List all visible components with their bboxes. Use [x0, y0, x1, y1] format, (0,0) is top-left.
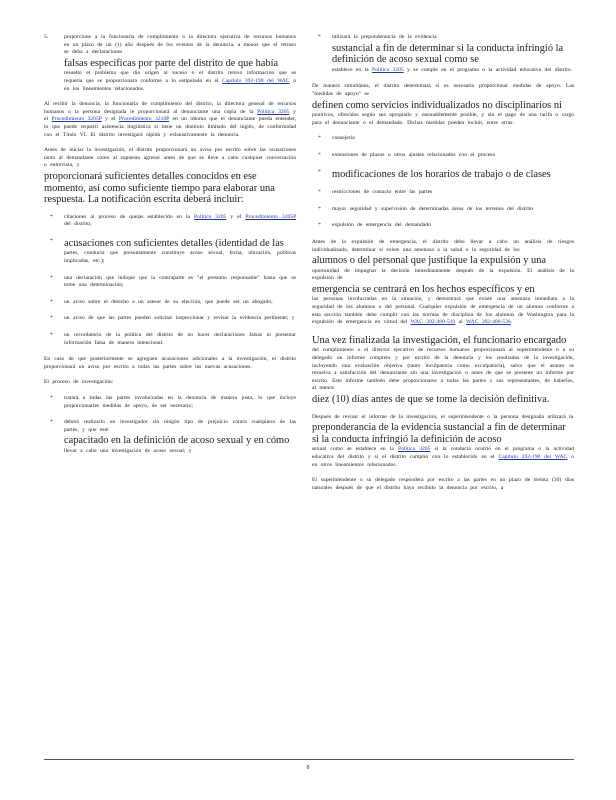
procedure-3205p-link[interactable]: Procedimiento 3205P — [245, 213, 297, 220]
bullet-mark: * — [318, 151, 321, 158]
list-item — [44, 419, 296, 455]
item-text-large: falsas específicas por parte del distrito de que había — [64, 57, 279, 69]
list-item-text: un aviso de que las partes pueden solicitar inspeccionar y revisar la evidencia pertinente; y — [64, 315, 295, 322]
paragraph-text: Antes de la expulsión de emergencia, el distrito debe llevar a cabo un análisis de riesgos individualizado, determinar si existe una amenaza a la salud o la seguridad de los — [312, 238, 574, 253]
bullet-mark: * — [318, 168, 321, 175]
policy-3205-link[interactable]: Política 3205 — [194, 213, 227, 220]
wac-392-400-530-link[interactable]: WAC 392-400-530 — [466, 319, 511, 326]
paragraph-receipt — [44, 101, 296, 139]
paragraph-text: punitivos, ofrecidos según sea apropiado y razonablemente posible, y sin el pago de una tarifa o cargo para el denunciante o el demandado. Dichas medidas pueden incluir, entre otras: — [312, 112, 574, 126]
paragraph-text: De manera simultánea, el distrito determinará si es necesario proporcionar medidas de apoyo. Las "medidas de apoyo" se — [312, 83, 574, 97]
policy-3205-link[interactable]: Política 3205 — [398, 446, 431, 453]
list-item — [312, 169, 574, 181]
paragraph-text-large: Una vez finalizada la investigación, el funcionario encargado — [312, 334, 567, 346]
policy-3205-link[interactable]: Política 3205 — [257, 108, 290, 115]
list-item-text: extensiones de plazos u otros ajustes relacionados con el proceso — [332, 151, 496, 158]
list-item — [312, 222, 574, 230]
bullet-mark: * — [318, 34, 321, 40]
list-item-text: llevar a cabo una investigación de acoso sexual; y — [64, 447, 192, 454]
bullet-mark: * — [318, 189, 321, 196]
paragraph-text: oportunidad de impugnar la decisión inmediatamente después de la expulsión. El análisis de la expulsión de — [312, 267, 574, 282]
list-item — [312, 34, 574, 74]
bullet-mark: * — [318, 205, 321, 212]
list-item — [312, 206, 574, 214]
list-item-text-large: acusaciones con suficientes detalles (identidad de las — [64, 237, 284, 249]
list-item-text: un aviso sobre el derecho a un asesor de su elección, que puede ser un abogado; — [64, 298, 273, 305]
list-item — [44, 332, 296, 347]
paragraph-process-intro — [44, 379, 296, 387]
list-item — [44, 238, 296, 266]
paragraph-text-large: emergencia se centrará en los hechos específicos y en — [312, 283, 535, 295]
list-item-text: y el — [230, 213, 242, 220]
paragraph-text: El proceso de investigación: — [44, 379, 114, 386]
paragraph-text: o en otros lineamientos relacionados. — [312, 453, 574, 468]
paragraph-response-deadline — [312, 477, 574, 492]
paragraph-text: si la conducta ocurrió en el programa o la actividad educativa del distrito y si el distrito cumplió con lo establecido en el — [312, 446, 574, 460]
paragraph-text: El superintendente o su delegado responderá por escrito a las partes en un plazo de treinta (30) días naturales después de que el distrito haya recibido la denuncia por escrito, a — [312, 477, 574, 491]
list-item-text-large: modificaciones de los horarios de trabajo o de clases — [332, 168, 551, 180]
numbered-item-5 — [44, 34, 296, 93]
list-item-text: establece en la — [332, 66, 369, 73]
list-item-text-large: sustancial a fin de determinar si la conducta infringió la definición de acoso sexual como se — [332, 42, 564, 66]
paragraph-investigation-report — [312, 335, 574, 406]
list-item — [44, 315, 296, 323]
wac-392-400-510-link[interactable]: WAC 392-400-510 — [410, 319, 456, 326]
list-item — [312, 135, 574, 143]
paragraph-notice — [44, 147, 296, 206]
paragraph-text: en un idioma que el denunciante pueda entender, lo que puede requerir asistencia lingüística si tiene un dominio limitado del inglés, de conformidad con el Título VI. El distrito investigará rápida y exhaustivamente la denuncia. — [44, 116, 296, 138]
page-number: 8 — [306, 765, 310, 771]
paragraph-text: sexual como se establece en la — [312, 446, 394, 453]
list-item-text: deberá realizarlo un investigador sin ningún tipo de prejuicio contra cualquiera de las partes, y que esté — [64, 419, 296, 433]
bullet-mark: * — [318, 135, 321, 142]
list-item-text: citaciones al proceso de quejas establecido en la — [64, 213, 190, 220]
wac-chapter-link[interactable]: Capítulo 392-190 del WAC — [498, 453, 568, 460]
list-item-text-large: capacitado en la definición de acoso sexual y en cómo — [64, 435, 290, 447]
bullet-mark: * — [50, 213, 53, 220]
bullet-mark: * — [50, 298, 53, 305]
bullet-mark: * — [50, 332, 53, 339]
paragraph-superintendent-review — [312, 414, 574, 470]
list-item-text: mayor seguridad y supervisión de determinadas áreas de los terrenos del distrito — [332, 205, 534, 212]
bullet-mark: * — [50, 395, 53, 401]
list-item-text: restricciones de contacto entre las partes — [332, 189, 433, 196]
paragraph-text: Al recibir la denuncia, la funcionaria de cumplimiento del distrito, la directora general de recursos humanos o la persona designada le proporcionará al denunciante una copia de la — [44, 101, 296, 115]
paragraph-supportive-measures — [312, 83, 574, 127]
bullet-mark: * — [50, 237, 53, 244]
bullet-mark: * — [318, 222, 321, 229]
list-item-text: partes, conducta que presuntamente constituye acoso sexual, fecha, ubicación, políticas implicadas, etc.); — [64, 250, 296, 265]
bullet-mark: * — [50, 274, 53, 281]
paragraph-text: al — [458, 319, 463, 326]
list-item-text: tratará a todas las partes involucradas en la denuncia de manera justa, lo que incluye proporcionarles medidas de apoyo, de ser necesario; — [64, 395, 296, 409]
paragraph-emergency-removal — [312, 239, 574, 327]
paragraph-text-large: preponderancia de la evidencia sustancial a fin de determinar si la conducta infringió la definición de acoso — [312, 422, 566, 445]
list-item-text: una declaración que indique que la contraparte es "el presunto responsable" hasta que se tome una determinación; — [64, 274, 296, 289]
paragraph-text: Después de revisar el informe de la investigación, el superintendente o la persona designada utilizará la — [312, 413, 574, 420]
list-item — [312, 189, 574, 197]
list-item — [44, 214, 296, 229]
right-column — [312, 34, 574, 500]
list-item — [44, 299, 296, 307]
list-item-text: y se cumple en el programa o la actividad educativa del distrito. — [407, 66, 573, 73]
list-item-text: utilizará la preponderancia de la evidencia — [332, 34, 437, 40]
paragraph-text-large: alumnos o del personal que justifique la expulsión y una — [312, 255, 547, 267]
paragraph-text-large: definen como servicios individualizados no disciplinarios ni — [312, 99, 562, 111]
paragraph-additional-allegations — [44, 356, 296, 371]
paragraph-text: las personas involucradas en la situación, y demostrará que existe una amenaza inmediata a la seguridad de los alumnos o del personal. Cualquier expulsión de emergencia de un alumno conforme a esta sección también debe cumplir con las normas de disciplina de los alumnos de Washington para la expulsión de emergencia en virtud del — [312, 296, 574, 326]
paragraph-text-large: diez (10) días antes de que se tome la decisión definitiva. — [312, 394, 550, 405]
left-column — [44, 34, 296, 465]
paragraph-text: Antes de iniciar la investigación, el distrito proporcionará un aviso por escrito sobre las acusaciones tanto al demandante como al supuesto agresor antes de que se lleve a cabo cualquier conversación o entrevista, y — [44, 147, 296, 169]
item-number: 5. — [44, 34, 49, 40]
bullet-mark: * — [50, 419, 53, 426]
list-item-text: consejería — [332, 135, 355, 142]
list-item-text: expulsión de emergencia del demandado — [332, 222, 431, 229]
paragraph-text-large: proporcionará suficientes detalles conocidos en ese momento, así como suficiente tiempo para elaborar una respuesta. La notificación escrita deberá incluir: — [44, 170, 275, 206]
procedure-3210p-link[interactable]: Procedimiento 3210P — [118, 116, 170, 123]
paragraph-text: . — [510, 319, 513, 326]
paragraph-text: En caso de que posteriormente se agreguen acusaciones adicionales a la investigación, el distrito proporcionará un aviso por escrito a todas las partes sobre las nuevas acusaciones. — [44, 356, 296, 370]
wac-chapter-link[interactable]: Capítulo 392-190 del WAC — [222, 77, 290, 84]
bullet-mark: * — [50, 315, 53, 322]
item-text: o en los lineamientos relacionados. — [64, 77, 296, 92]
item-text: resuelto el problema que dio origen al suceso o el distrito retuvo información que se requería que se proporcionara conforme a lo estipulado en el — [64, 70, 296, 84]
item-text: proporcione a la funcionaria de cumplimiento o la directora ejecutiva de recursos humanos en un plazo de un (1) año después de los eventos de la denuncia, a menos que el retraso se deba a declaraciones — [64, 34, 296, 56]
policy-3205-link[interactable]: Política 3205 — [372, 66, 404, 73]
list-item — [44, 395, 296, 410]
list-item — [312, 152, 574, 160]
paragraph-text: y el — [105, 116, 116, 123]
procedure-3205p-link[interactable]: Procedimiento 3205P — [51, 116, 102, 123]
paragraph-text: del cumplimiento o el director ejecutivo de recursos humanos proporcionará al superintendente o a su delegado un informe completo y por escrito de la denuncia y los resultados de la investigación, incluyendo una evaluación objetiva (tanto inculpatoria como exculpatoria), salvo que el asunto se resuelva a satisfacción del denunciante sin una investigación o antes de que se presente un informe por escrito. Este informe también debe proporcionarse a todas las partes y sus representantes, de haberlos, al menos — [312, 347, 574, 392]
list-item-text: un recordatorio de la política del distrito de no hacer declaraciones falsas ni presentar información falsa de manera intencional. — [64, 332, 296, 346]
paragraph-text: y el — [44, 108, 296, 123]
list-item-text: del distrito; — [64, 221, 92, 228]
footer-divider — [44, 759, 574, 760]
list-item — [44, 275, 296, 290]
